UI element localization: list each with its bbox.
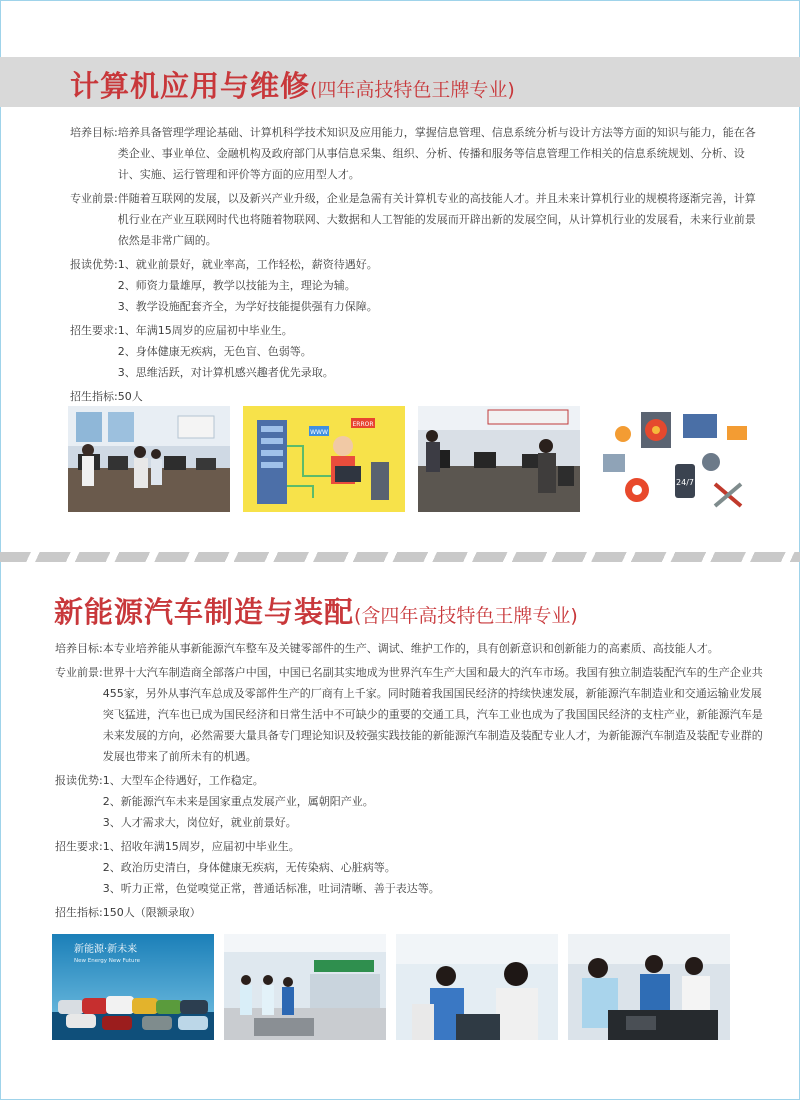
section2-goal bbox=[55, 638, 771, 659]
requirement-label: 招生要求: bbox=[55, 840, 103, 853]
engine-work-photo bbox=[568, 934, 730, 1040]
section2-photo-row bbox=[52, 934, 740, 1040]
prospect-label: 专业前景: bbox=[70, 192, 118, 205]
quota-label: 招生指标: bbox=[70, 390, 118, 403]
goal-text: 培养具备管理学理论基础、计算机科学技术知识及应用能力，掌握信息管理、信息系统分析与设计方法等方面的知识与能力，能在各类企业、事业单位、金融机构及政府部门从事信息采集、组织、分析、传播和服务等信息管理工作相关的信息系统规划、分析、设计、实施、运行管理和评价等方面的应用型人才。 bbox=[117, 126, 756, 181]
section1-content bbox=[70, 122, 760, 410]
requirement-label: 招生要求: bbox=[70, 324, 118, 337]
computer-illustration-photo bbox=[243, 406, 405, 512]
advantage-list bbox=[103, 770, 771, 833]
section1-quota bbox=[70, 386, 760, 407]
quota-label: 招生指标: bbox=[55, 906, 103, 919]
section1-requirements bbox=[70, 320, 760, 383]
section1-title bbox=[70, 64, 515, 105]
advantage-label: 报读优势: bbox=[55, 774, 103, 787]
section2-quota bbox=[55, 902, 771, 923]
prospect-text: 伴随着互联网的发展，以及新兴产业升级，企业是急需有关计算机专业的高技能人才。并且未来计算机行业的规模将逐渐完善，计算机行业在产业互联网时代也将随着物联网、大数据和人工智能的发展而开辟出新的发展空间，从计算机行业的发展看，未来行业前景依然是非常广阔的。 bbox=[117, 192, 756, 247]
section2-title-text: 新能源汽车制造与装配 bbox=[54, 595, 355, 629]
list-item: 2、政治历史清白，身体健康无疾病，无传染病、心脏病等。 bbox=[102, 861, 396, 874]
section1-title-text: 计算机应用与维修 bbox=[70, 69, 311, 103]
computer-classroom-photo bbox=[418, 406, 580, 512]
section1-photo-row bbox=[68, 406, 768, 512]
prospect-label: 专业前景: bbox=[55, 666, 103, 679]
list-item: 3、人才需求大，岗位好，就业前景好。 bbox=[102, 816, 297, 829]
auto-workshop-photo bbox=[224, 934, 386, 1040]
section2-subtitle: (含四年高技特色王牌专业) bbox=[354, 605, 578, 627]
list-item: 3、思维活跃，对计算机感兴趣者优先录取。 bbox=[117, 366, 334, 379]
list-item: 1、大型车企待遇好，工作稳定。 bbox=[102, 774, 264, 787]
slogan-text: 新能源·新未来 bbox=[74, 944, 138, 955]
quota-value: 50人 bbox=[117, 390, 143, 403]
goal-label: 培养目标: bbox=[70, 126, 118, 139]
section-divider bbox=[0, 552, 800, 562]
error-tag: ERROR bbox=[352, 421, 374, 428]
section1-goal bbox=[70, 122, 760, 185]
section2-content bbox=[55, 638, 771, 926]
computer-lab-photo bbox=[68, 406, 230, 512]
section1-advantages bbox=[70, 254, 760, 317]
new-energy-cars-photo bbox=[52, 934, 214, 1040]
list-item: 3、教学设施配套齐全，为学好技能提供强有力保障。 bbox=[117, 300, 378, 313]
list-item: 2、师资力量雄厚，教学以技能为主，理论为辅。 bbox=[117, 279, 356, 292]
section1-prospect bbox=[70, 188, 760, 251]
section2-title bbox=[54, 590, 578, 631]
goal-text: 本专业培养能从事新能源汽车整车及关键零部件的生产、调试、维护工作的，具有创新意识和创新能力的高素质、高技能人才。 bbox=[102, 642, 719, 655]
requirement-list bbox=[118, 320, 760, 383]
quota-value: 150人（限额录取） bbox=[102, 906, 201, 919]
list-item: 1、年满15周岁的应届初中毕业生。 bbox=[117, 324, 293, 337]
list-item: 3、听力正常，色觉嗅觉正常，普通话标准，吐词清晰、善于表达等。 bbox=[102, 882, 440, 895]
slogan-english-text: New Energy New Future bbox=[74, 958, 141, 964]
goal-label: 培养目标: bbox=[55, 642, 103, 655]
computer-icons-photo bbox=[593, 406, 755, 512]
list-item: 2、新能源汽车未来是国家重点发展产业，属朝阳产业。 bbox=[102, 795, 374, 808]
section2-advantages bbox=[55, 770, 771, 833]
list-item: 1、就业前景好，就业率高，工作轻松，薪资待遇好。 bbox=[117, 258, 378, 271]
section1-subtitle: (四年高技特色王牌专业) bbox=[310, 79, 515, 101]
requirement-list bbox=[103, 836, 771, 899]
list-item: 1、招收年满15周岁，应届初中毕业生。 bbox=[102, 840, 300, 853]
section2-requirements bbox=[55, 836, 771, 899]
prospect-text: 世界十大汽车制造商全部落户中国，中国已名副其实地成为世界汽车生产大国和最大的汽车市场。我国有独立制造装配汽车的生产企业共455家，另外从事汽车总成及零部件生产的厂商有上千家。同时随着我国国民经济的持续快速发展，新能源汽车制造业和交通运输业发展突飞猛进，汽车也已成为国民经济和日常生活中不可缺少的重要的交通工具，汽车工业也成为了我国国民经济的支柱产业，新能源汽车是未来发展的方向，必然需要大量具备专门理论知识及较强实践技能的新能源汽车制造及装配专业人才，为新能源汽车制造及装配专业群的发展也带来了前所未有的机遇。 bbox=[102, 666, 763, 763]
list-item: 2、身体健康无疾病，无色盲、色弱等。 bbox=[117, 345, 312, 358]
support-24-7-tag: 24/7 bbox=[676, 478, 694, 487]
advantage-list bbox=[118, 254, 760, 317]
section2-prospect bbox=[55, 662, 771, 767]
www-tag: WWW bbox=[310, 429, 328, 436]
advantage-label: 报读优势: bbox=[70, 258, 118, 271]
students-training-photo bbox=[396, 934, 558, 1040]
